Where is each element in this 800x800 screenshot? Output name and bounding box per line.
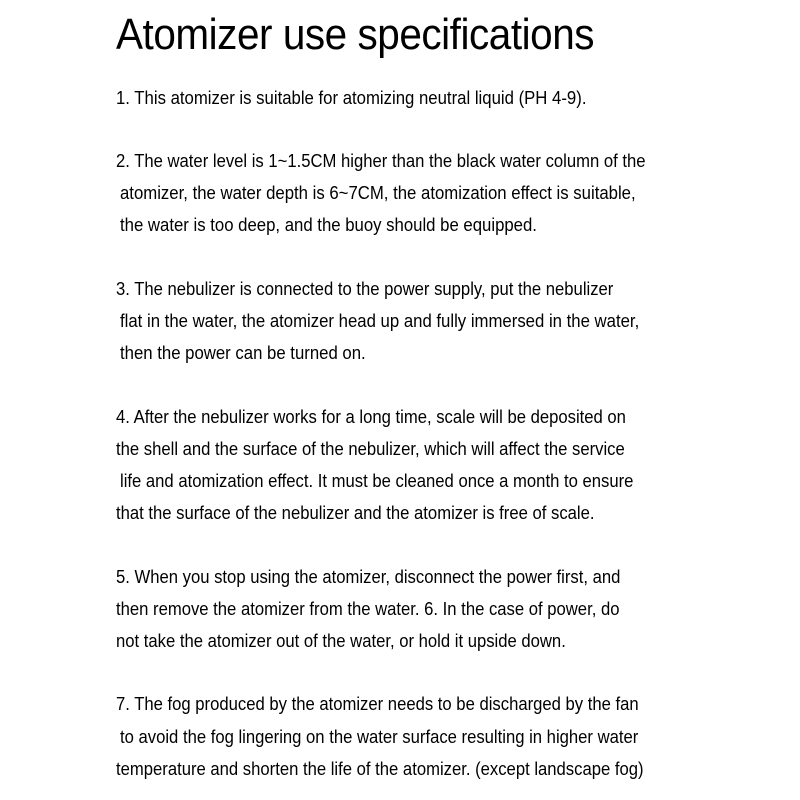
- para-4-line-1: 4. After the nebulizer works for a long time, scale will be deposited on: [116, 407, 626, 427]
- para-2-line-3: the water is too deep, and the buoy should be equipped.: [120, 215, 537, 235]
- para-3-line-2: flat in the water, the atomizer head up and fully immersed in the water,: [120, 311, 640, 331]
- para-4-line-4: that the surface of the nebulizer and the atomizer is free of scale.: [116, 503, 595, 523]
- para-3-line-1: 3. The nebulizer is connected to the power supply, put the nebulizer: [116, 279, 614, 299]
- para-4-line-2: the shell and the surface of the nebulizer, which will affect the service: [116, 439, 625, 459]
- para-5-line-1: 5. When you stop using the atomizer, disconnect the power first, and: [116, 567, 621, 587]
- para-2-line-2: atomizer, the water depth is 6~7CM, the atomization effect is suitable,: [120, 183, 636, 203]
- para-3-line-3: then the power can be turned on.: [120, 343, 366, 363]
- para-4-line-3: life and atomization effect. It must be cleaned once a month to ensure: [120, 471, 634, 491]
- para-6-line-3: temperature and shorten the life of the atomizer. (except landscape fog): [116, 759, 644, 779]
- para-5-line-3: not take the atomizer out of the water, or hold it upside down.: [116, 631, 566, 651]
- document-title: Atomizer use specifications: [116, 10, 595, 59]
- para-1-line-1: 1. This atomizer is suitable for atomizing neutral liquid (PH 4-9).: [116, 88, 587, 108]
- para-6-line-2: to avoid the fog lingering on the water surface resulting in higher water: [120, 727, 639, 747]
- para-6-line-1: 7. The fog produced by the atomizer needs to be discharged by the fan: [116, 694, 639, 714]
- para-2-line-1: 2. The water level is 1~1.5CM higher than the black water column of the: [116, 151, 646, 171]
- para-5-line-2: then remove the atomizer from the water. 6. In the case of power, do: [116, 599, 620, 619]
